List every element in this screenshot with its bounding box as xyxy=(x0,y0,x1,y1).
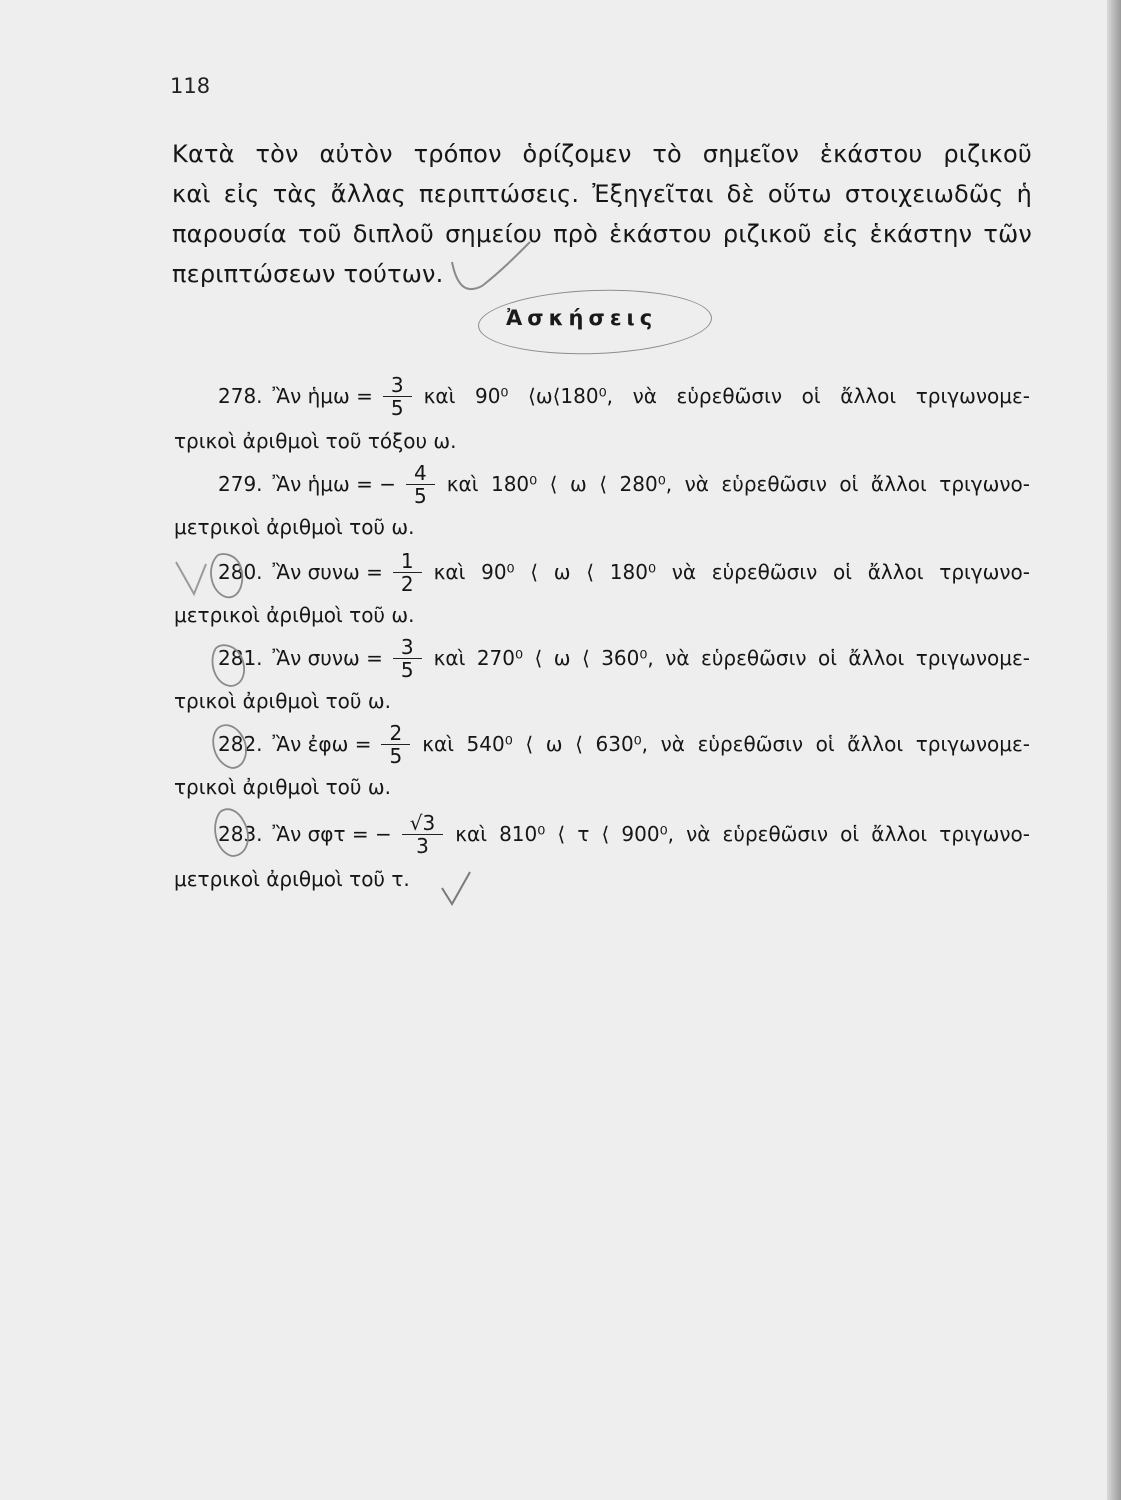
exercise-continuation: μετρικοὶ ἀριθμοὶ τοῦ ω. xyxy=(174,603,415,627)
pencil-checkmark xyxy=(442,872,470,904)
pencil-circle-mark xyxy=(212,645,244,686)
exercise-text: καὶ 90⁰ ⟨ ω ⟨ 180⁰ νὰ εὑρεθῶσιν οἱ ἄλλοι τριγωνο- xyxy=(433,560,1030,584)
fraction-denominator: 5 xyxy=(414,483,427,508)
exercise-continuation: τρικοὶ ἀριθμοὶ τοῦ τόξου ω. xyxy=(174,429,457,453)
page-number: 118 xyxy=(170,74,211,98)
exercise-equation: Ἂν ἐφω = xyxy=(272,732,372,756)
exercise-text: καὶ 270⁰ ⟨ ω ⟨ 360⁰, νὰ εὑρεθῶσιν οἱ ἄλλοι τριγωνομε- xyxy=(433,646,1030,670)
pencil-circle-mark xyxy=(211,554,242,597)
fraction-numerator: 3 xyxy=(393,636,422,659)
exercise-continuation: μετρικοὶ ἀριθμοὶ τοῦ τ. xyxy=(174,867,410,891)
exercise-number: 280. xyxy=(218,560,263,584)
pencil-checkmark xyxy=(176,562,206,594)
exercise-continuation: μετρικοὶ ἀριθμοὶ τοῦ ω. xyxy=(174,515,415,539)
fraction-numerator: 2 xyxy=(381,722,410,745)
pencil-circle-mark xyxy=(215,809,248,856)
exercise-number: 279. xyxy=(218,472,263,496)
exercise-number: 278. xyxy=(218,384,263,408)
exercise-continuation: τρικοὶ ἀριθμοὶ τοῦ ω. xyxy=(174,775,391,799)
fraction-numerator: 3 xyxy=(383,374,412,397)
fraction-numerator: 1 xyxy=(393,550,422,573)
intro-line: παρουσία τοῦ διπλοῦ σημείου πρὸ ἑκάστου ριζικοῦ εἰς ἑκάστην τῶν xyxy=(172,220,1032,248)
intro-line: καὶ εἰς τὰς ἄλλας περιπτώσεις. Ἐξηγεῖται δὲ οὕτω στοιχειωδῶς ἡ xyxy=(172,180,1032,208)
exercise-equation: Ἂν ἡμω = − xyxy=(272,472,396,496)
exercise-text: καὶ 540⁰ ⟨ ω ⟨ 630⁰, νὰ εὑρεθῶσιν οἱ ἄλλοι τριγωνομε- xyxy=(422,732,1030,756)
exercise-equation: Ἂν συνω = xyxy=(272,646,383,670)
exercise-text: καὶ 180⁰ ⟨ ω ⟨ 280⁰, νὰ εὑρεθῶσιν οἱ ἄλλοι τριγωνο- xyxy=(446,472,1030,496)
pencil-circle-mark xyxy=(213,725,246,768)
exercise-text: καὶ 90⁰ ⟨ω⟨180⁰, νὰ εὑρεθῶσιν οἱ ἄλλοι τριγωνομε- xyxy=(423,384,1030,408)
pencil-checkmark xyxy=(452,242,530,289)
fraction-numerator: √3 xyxy=(402,812,443,835)
intro-line: Κατὰ τὸν αὐτὸν τρόπον ὁρίζομεν τὸ σημεῖον ἑκάστου ριζικοῦ xyxy=(172,140,1032,168)
fraction-denominator: 5 xyxy=(400,657,414,682)
exercise-number: 281. xyxy=(218,646,263,670)
exercise-equation: Ἂν ἡμω = xyxy=(272,384,373,408)
exercise-equation: Ἂν σφτ = − xyxy=(272,822,392,846)
intro-line: περιπτώσεων τούτων. xyxy=(172,260,444,288)
exercises-heading: Ἀσκήσεις xyxy=(506,306,658,330)
exercise-text: καὶ 810⁰ ⟨ τ ⟨ 900⁰, νὰ εὑρεθῶσιν οἱ ἄλλοι τριγωνο- xyxy=(455,822,1030,846)
exercise-number: 282. xyxy=(218,732,263,756)
fraction-denominator: 2 xyxy=(400,571,414,596)
exercise-equation: Ἂν συνω = xyxy=(272,560,383,584)
fraction-denominator: 5 xyxy=(390,395,404,420)
fraction-denominator: 5 xyxy=(389,743,403,768)
fraction-numerator: 4 xyxy=(406,462,435,485)
exercise-number: 283. xyxy=(218,822,263,846)
exercise-continuation: τρικοὶ ἀριθμοὶ τοῦ ω. xyxy=(174,689,391,713)
fraction-denominator: 3 xyxy=(416,833,429,858)
